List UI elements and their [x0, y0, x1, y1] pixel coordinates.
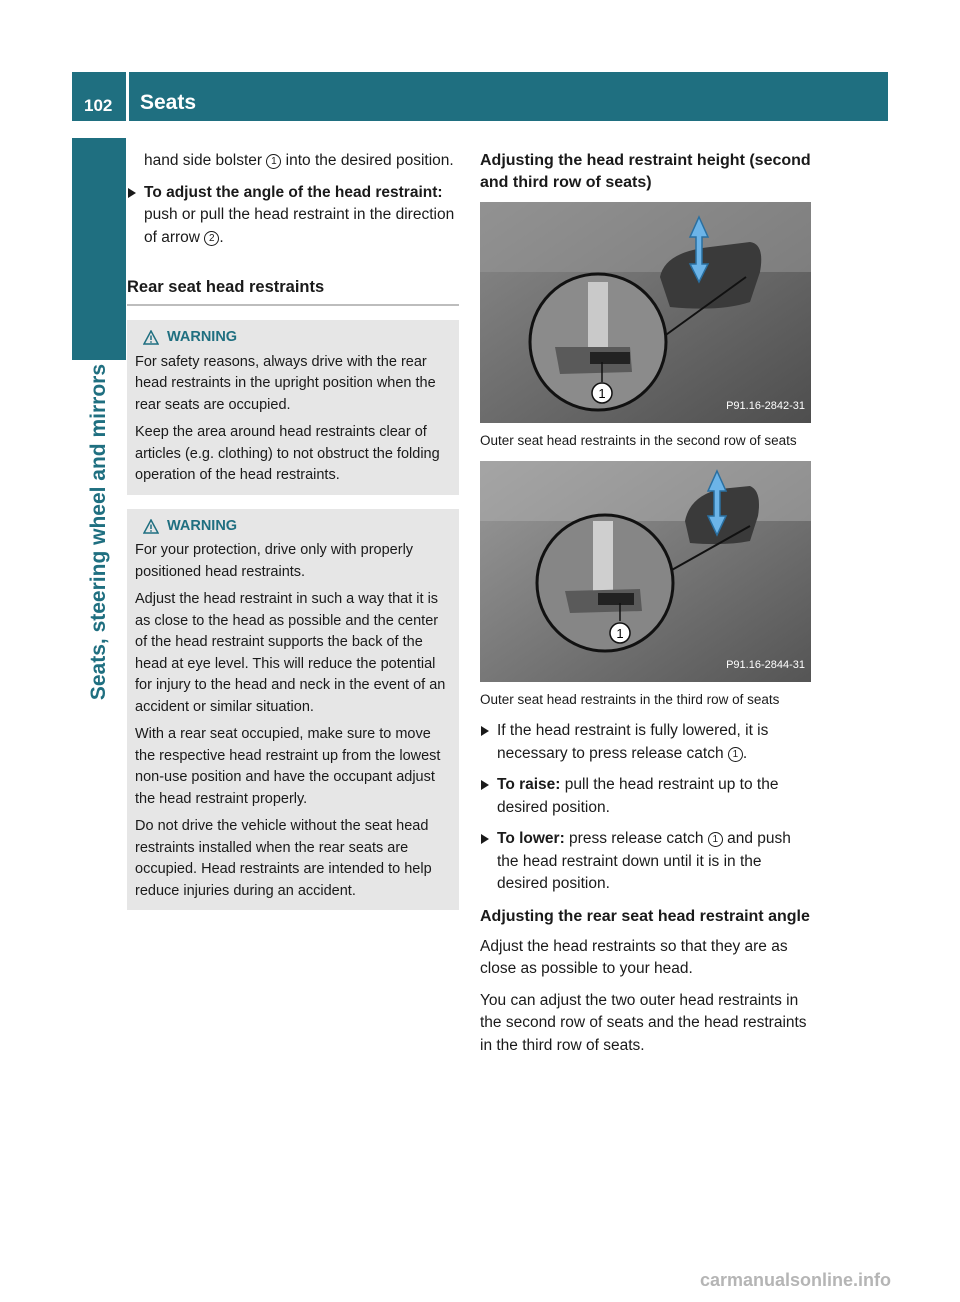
left-column [127, 150, 459, 924]
step-fully-lowered: If the head restraint is fully lowered, it is necessary to press release catch 1 . [480, 720, 812, 765]
callout-2: 2 [204, 231, 219, 246]
rear-head-restraints-heading: Rear seat head restraints [127, 278, 325, 296]
callout-1: 1 [266, 154, 281, 169]
head-restraint-height-heading: Adjusting the head restraint height (second and third row of seats) [480, 152, 811, 191]
seat-photo-illustration [480, 461, 811, 682]
right-column [480, 150, 812, 1066]
chapter-title: Seats, steering wheel and mirrors [87, 364, 110, 701]
section-title: Seats [140, 91, 197, 114]
continued-step: hand side bolster 1 into the desired position. [144, 152, 454, 169]
step-adjust-angle: To adjust the angle of the head restraint: push or pull the head restraint in the direction of arrow 2 . [127, 182, 459, 250]
figure-caption: Outer seat head restraints in the second row of seats [480, 433, 797, 448]
figure-callout-1: 1 [598, 386, 606, 401]
sidebar-tab [72, 138, 126, 360]
warning-title: WARNING [167, 517, 238, 534]
heading-rule [127, 276, 459, 306]
figure-code: P91.16-2842-31 [726, 399, 805, 412]
warning-icon [143, 330, 159, 345]
warning-box-2: WARNING For your protection, drive only with properly positioned head restraints. Adjust the head restraint in such a way that it is as close to the head as possible and the center of the head restraint supports the back of the head at eye level. This will reduce the potential for injury to the head and neck in the event of an accident or similar situation. With a rear seat occupied, make sure to move the respective head restraint up from the lowest non-use position and have the occupant adjust the head restraint properly. Do not drive the vehicle without the seat head restraints installed when the rear seats are occupied. Head restraints are intended to help reduce injuries during an accident. [127, 509, 459, 911]
figure-caption: Outer seat head restraints in the third row of seats [480, 692, 780, 707]
restraint-angle-heading: Adjusting the rear seat head restraint angle [480, 907, 810, 925]
step-raise: To raise: pull the head restraint up to the desired position. [480, 774, 812, 819]
seat-photo-illustration [480, 202, 811, 423]
warning-icon [143, 519, 159, 534]
step-lower: To lower: press release catch 1 and push the head restraint down until it is in the desired position. [480, 828, 812, 896]
figure-second-row [480, 202, 811, 423]
warning-box-1: WARNING For safety reasons, always drive with the rear head restraints in the upright position when the rear seats are occupied. Keep the area around head restraints clear of articles (e.g. clothing) to not obstruct the folding operation of the head restraints. [127, 320, 459, 495]
figure-code: P91.16-2844-31 [726, 658, 805, 671]
header-divider [126, 72, 129, 121]
footer-watermark: carmanualsonline.info [700, 1270, 892, 1290]
figure-third-row [480, 461, 811, 682]
angle-paragraph-2: You can adjust the two outer head restraints in the second row of seats and the head restraints in the third row of seats. [480, 991, 807, 1054]
callout-1: 1 [728, 747, 743, 762]
figure-callout-1: 1 [616, 626, 624, 641]
page-number: 102 [84, 96, 113, 115]
callout-1: 1 [708, 832, 723, 847]
chapter-label [72, 364, 126, 744]
angle-paragraph-1: Adjust the head restraints so that they are as close as possible to your head. [480, 937, 788, 977]
warning-title: WARNING [167, 329, 238, 345]
